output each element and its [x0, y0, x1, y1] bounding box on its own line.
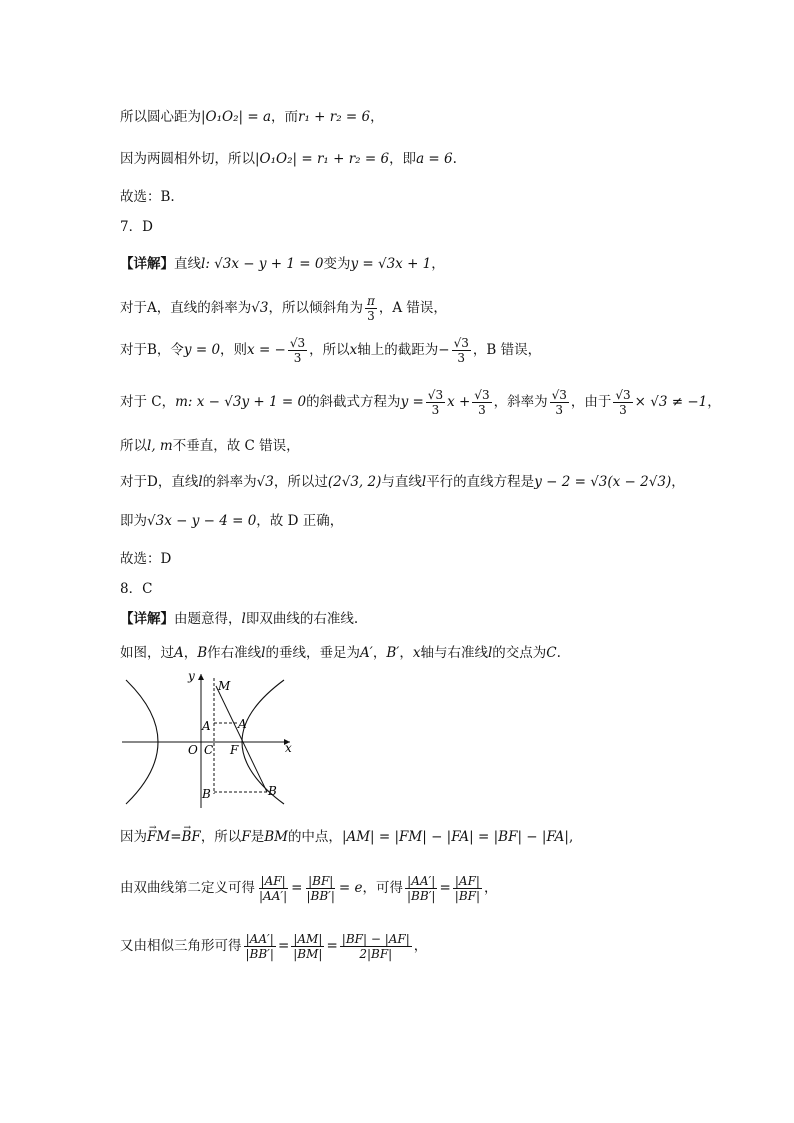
math: = [277, 938, 290, 954]
denominator: |AA′| [259, 889, 288, 903]
math: × √3 ≠ −1 [634, 394, 708, 410]
label-x: x [285, 741, 292, 755]
text: 对于A，直线的斜率为 [120, 300, 252, 316]
fraction [550, 388, 569, 417]
answer-choice-7 [120, 549, 171, 569]
numerator: √3 [289, 336, 306, 350]
text: ，而 [271, 109, 298, 125]
numerator: |AA′| [407, 874, 436, 888]
text: 因为两圆相外切，所以 [120, 151, 255, 167]
text: 是 [250, 829, 265, 845]
label-m: M [218, 679, 231, 693]
vector: → FM [147, 827, 170, 847]
text: ， [399, 645, 413, 661]
text: 的中点， [287, 829, 342, 845]
math: y = [400, 394, 424, 410]
text: ， [372, 645, 387, 661]
text: 8．C [120, 581, 153, 597]
detail-tag: 【详解】 [120, 611, 174, 627]
numerator: √3 [474, 388, 490, 402]
numerator: |BF| − |AF| [341, 932, 410, 946]
label-a: A [238, 717, 247, 731]
vector: → BF [182, 827, 201, 847]
detail-tag: 【详解】 [120, 256, 174, 272]
numerator: π [366, 294, 375, 308]
math: = e [338, 880, 363, 896]
text: 平行的直线方程是 [426, 474, 535, 490]
denominator: 3 [431, 403, 440, 417]
math: |O₁O₂| = a [201, 109, 271, 125]
text-line-2 [120, 149, 457, 169]
math: BM [264, 829, 288, 845]
text: ， [431, 256, 445, 272]
text: ，所以 [200, 829, 242, 845]
math: l: √3x − y + 1 = 0 [201, 256, 324, 272]
math: F [241, 829, 251, 845]
text: 如图，过 [120, 645, 174, 661]
question-8-header [120, 579, 152, 599]
text-line-17 [120, 874, 498, 903]
label-c: C [204, 743, 214, 757]
math: l [261, 645, 266, 661]
math: m: x − √3y + 1 = 0 [175, 394, 307, 410]
math: (2√3, 2) [327, 474, 382, 490]
fraction [613, 388, 632, 417]
fraction [405, 874, 437, 903]
text: ， [370, 109, 384, 125]
text-line-11 [120, 511, 343, 531]
math: √3x − y − 4 = 0 [147, 513, 257, 529]
math: − [438, 342, 450, 358]
text-line-10 [120, 472, 685, 492]
text: ，可得 [362, 880, 404, 896]
fraction [365, 294, 377, 323]
math: = [170, 829, 182, 845]
fraction [453, 874, 482, 903]
text-line-1 [120, 107, 384, 127]
text: 直线 [174, 256, 201, 272]
denominator: |BM| [293, 947, 323, 961]
fraction [472, 388, 491, 417]
math: A [174, 645, 184, 661]
label-o: O [188, 743, 198, 757]
math: = [291, 880, 303, 896]
fraction [288, 336, 307, 365]
text: 即双曲线的右准线. [245, 611, 359, 627]
denominator: 3 [478, 403, 486, 417]
text: 对于D，直线 [120, 474, 199, 490]
text: ，所以 [309, 342, 350, 358]
text: 的垂线，垂足为 [265, 645, 360, 661]
numerator: |AM| [293, 932, 323, 946]
text: 因为 [120, 829, 147, 845]
text: 与直线 [381, 474, 422, 490]
text: 7．D [120, 219, 153, 235]
text: 所以 [120, 438, 147, 454]
text: 的斜率为 [202, 474, 257, 490]
numerator: |AF| [454, 874, 480, 888]
text: 对于 C， [120, 394, 176, 410]
denominator: |BB′| [245, 947, 274, 961]
text-line-7 [120, 336, 541, 365]
math: x + [447, 394, 471, 410]
fraction [340, 932, 412, 961]
text: 作右准线 [207, 645, 262, 661]
label-y: y [188, 669, 195, 683]
text: ，A 错误， [378, 300, 447, 316]
numerator: √3 [427, 388, 444, 402]
text: . [556, 645, 561, 661]
math: l [421, 474, 427, 490]
text: 不垂直，故 C 错误， [172, 438, 300, 454]
text: ，故 D 正确， [256, 513, 344, 529]
math: B′ [386, 645, 400, 661]
math: l, m [147, 438, 173, 454]
text: 由双曲线第二定义可得 [120, 880, 255, 896]
text-line-15 [120, 643, 561, 663]
math: |AM| = |FM| − |FA| = |BF| − |FA| [341, 829, 569, 845]
fraction [291, 932, 324, 961]
text: 的交点为 [492, 645, 547, 661]
numerator: √3 [453, 336, 469, 350]
text: 故选：B. [120, 189, 175, 205]
text: 即为 [120, 513, 147, 529]
answer-choice-6 [120, 187, 175, 207]
math: √3 [251, 300, 269, 316]
denominator: 3 [293, 351, 302, 365]
denominator: |BF| [454, 889, 481, 903]
math: = [326, 938, 338, 954]
text: ， [671, 474, 685, 490]
fraction [452, 336, 471, 365]
math: = [439, 880, 451, 896]
math: a = 6 [416, 151, 453, 167]
math: y = √3x + 1 [350, 256, 432, 272]
fraction [257, 874, 289, 903]
text: 故选：D [120, 551, 172, 567]
text: 又由相似三角形可得 [120, 938, 242, 954]
text-line-16 [120, 827, 573, 847]
numerator: |AF| [260, 874, 286, 888]
text-line-6 [120, 294, 447, 323]
text: ， [484, 880, 498, 896]
math: |O₁O₂| = r₁ + r₂ = 6 [255, 151, 390, 167]
text: ，斜率为 [493, 394, 548, 410]
math: √3 [256, 474, 274, 490]
text: ，B 错误， [472, 342, 542, 358]
denominator: |BB′| [407, 889, 436, 903]
math: l [487, 645, 493, 661]
math: C [546, 645, 557, 661]
math: l [241, 611, 246, 627]
math: A′ [360, 645, 373, 661]
text-line-14 [120, 609, 358, 629]
text: . [452, 151, 457, 167]
math: B [197, 645, 208, 661]
text: 所以圆心距为 [120, 109, 201, 125]
numerator: √3 [615, 388, 631, 402]
denominator: 3 [457, 351, 466, 365]
math: r₁ + r₂ = 6 [298, 109, 371, 125]
text: ， [183, 645, 198, 661]
denominator: 2|BF| [359, 947, 393, 961]
label-a-prime: A [202, 719, 211, 733]
text: ，由于 [570, 394, 612, 410]
math: x = − [247, 342, 286, 358]
text: 对于B，令 [120, 342, 184, 358]
text: ，所以倾斜角为 [268, 300, 363, 316]
math: y = 0 [183, 342, 221, 358]
math: x [349, 342, 358, 358]
numerator: |AA′| [245, 932, 274, 946]
math: x [412, 645, 421, 661]
text: ，所以过 [273, 474, 328, 490]
text-line-5 [120, 254, 445, 274]
text: 变为 [323, 256, 351, 272]
fraction [304, 874, 336, 903]
text-line-8 [120, 388, 721, 417]
text-line-18 [120, 932, 427, 961]
denominator: |BB′| [306, 889, 335, 903]
text: ， [413, 938, 428, 954]
text: 轴上的截距为 [357, 342, 439, 358]
text: ，即 [389, 151, 417, 167]
text: 的斜截式方程为 [306, 394, 401, 410]
text: ， [707, 394, 721, 410]
denominator: 3 [619, 403, 627, 417]
text-line-9 [120, 436, 300, 456]
label-b: B [268, 784, 277, 798]
label-b-prime: B [202, 787, 211, 801]
text: 由题意得， [174, 611, 242, 627]
text: , [568, 829, 574, 845]
numerator: |BF| [308, 874, 334, 888]
math: l [198, 474, 203, 490]
hyperbola-figure [118, 668, 298, 813]
fraction [426, 388, 445, 417]
fraction [244, 932, 276, 961]
denominator: 3 [555, 403, 564, 417]
text: ，则 [220, 342, 248, 358]
text: 轴与右准线 [420, 645, 488, 661]
numerator: √3 [551, 388, 567, 402]
question-7-header [120, 217, 153, 237]
label-f: F [230, 743, 239, 757]
math: y − 2 = √3(x − 2√3) [534, 474, 672, 490]
denominator: 3 [367, 309, 375, 323]
